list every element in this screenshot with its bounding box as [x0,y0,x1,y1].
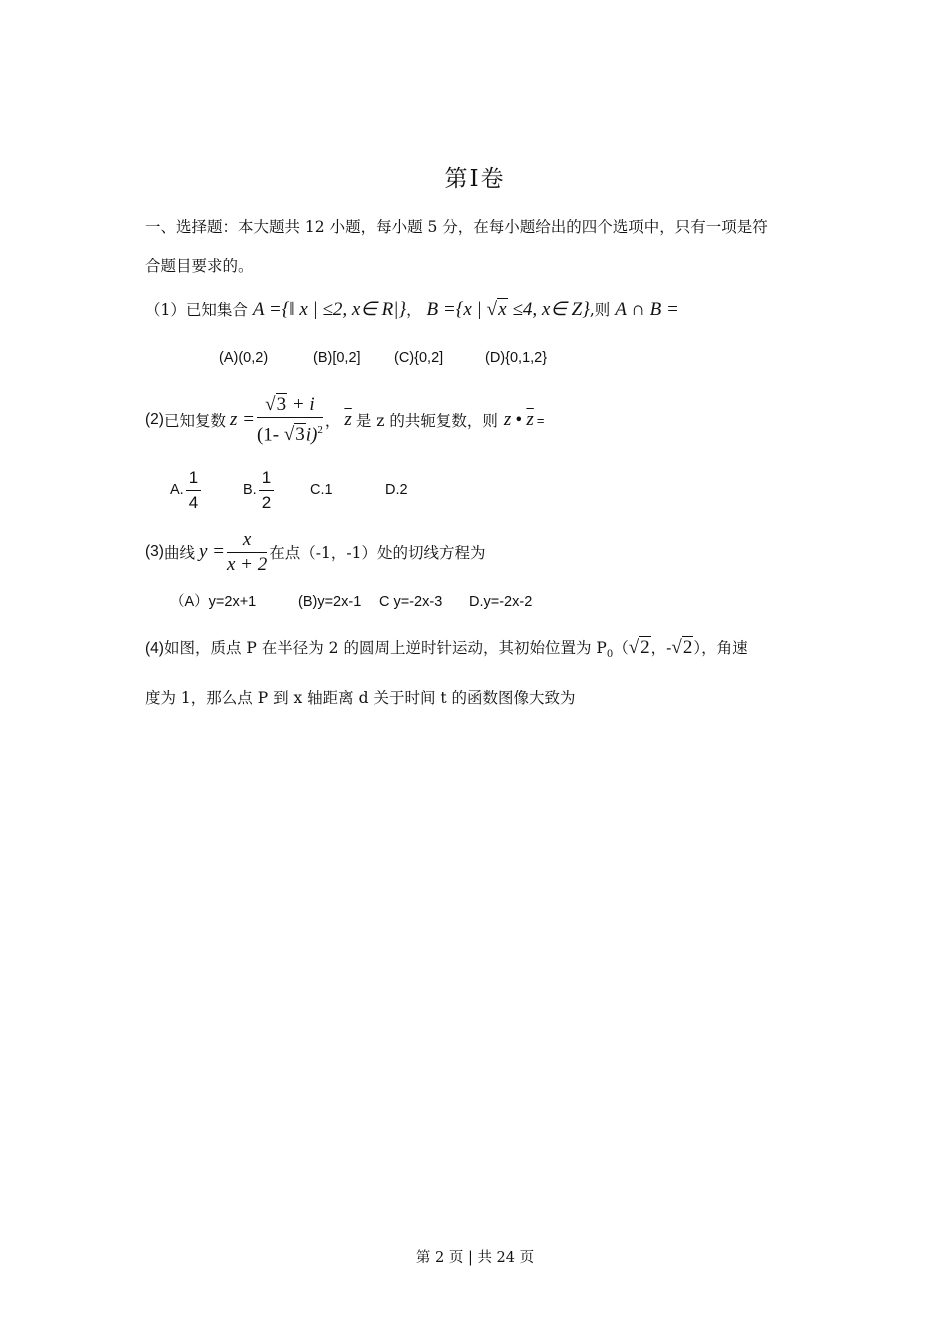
option-a: （A）y=2x+1 [170,594,257,610]
function-fraction: $\frac{x}{x + 2}$ [226,528,268,575]
option-d: D.y=-2x-2 [469,594,533,610]
question-number: (3) [145,543,164,560]
page-footer: 第 2 页 | 共 24 页 [415,1250,535,1266]
question-2: (2) 已知复数 z = $\frac{√3 + i}{(1- √3i)^2}$ ， $\overline{z}$ 是 z 的共轭复数，则 z • $\overline{z}$ = [145,393,545,446]
option-c: C y=-2x-3 [379,594,443,610]
option-d: D.2 [385,482,408,498]
complex-fraction: $\frac{√3 + i}{(1- √3i)^2}$ [256,393,323,446]
option-b: (B)[0,2] [313,350,361,366]
question-4-line-2: 度为 1，那么点 P 到 x 轴距离 d 关于时间 t 的函数图像大致为 [145,689,576,707]
question-number: (2) [145,411,164,428]
z-conjugate: $\overline{z}$ [344,409,352,430]
question-4-line-1: (4)如图，质点 P 在半径为 2 的圆周上逆时针运动，其初始位置为 $P_0(√2$，-√2），角速 [145,637,748,661]
option-b: (B)y=2x-1 [298,594,362,610]
section-title: 第Ⅰ卷 [444,166,506,192]
sqrt-2: √2 [628,637,650,658]
question-1-options [219,350,547,366]
option-a: A. $\frac{1}{4}$ [170,467,243,514]
option-a: (A)(0,2) [219,350,269,366]
option-c: C.1 [310,482,333,498]
option-d: (D){0,1,2} [485,350,548,366]
question-3-options [170,590,532,611]
sqrt-2: √2 [671,637,693,658]
instructions-line-1: 一、选择题：本大题共 12 小题，每小题 5 分，在每小题给出的四个选项中，只有一项是符 [145,218,768,236]
question-number: (4) [145,640,164,657]
dot-operator: • [514,411,524,429]
intersection-expression: A ∩ B = [615,299,679,320]
question-1: （1）已知集合 A ={‖ x | ≤2, x∈ R|}， B ={x | √x ≤4, x∈ Z},则 A ∩ B = [145,299,679,320]
option-b: B. $\frac{1}{2}$ [243,467,310,514]
instructions-line-2: 合题目要求的。 [145,257,254,275]
question-number: （1） [145,301,186,319]
set-a-expression: A ={‖ x | ≤2, x∈ R|} [252,299,407,320]
sqrt-x: √x [486,299,507,320]
question-2-options [170,466,408,514]
option-c: (C){0,2] [394,350,444,366]
question-3: (3) 曲线 y = $\frac{x}{x + 2}$ 在点（-1，-1）处的切线方程为 [145,528,486,575]
